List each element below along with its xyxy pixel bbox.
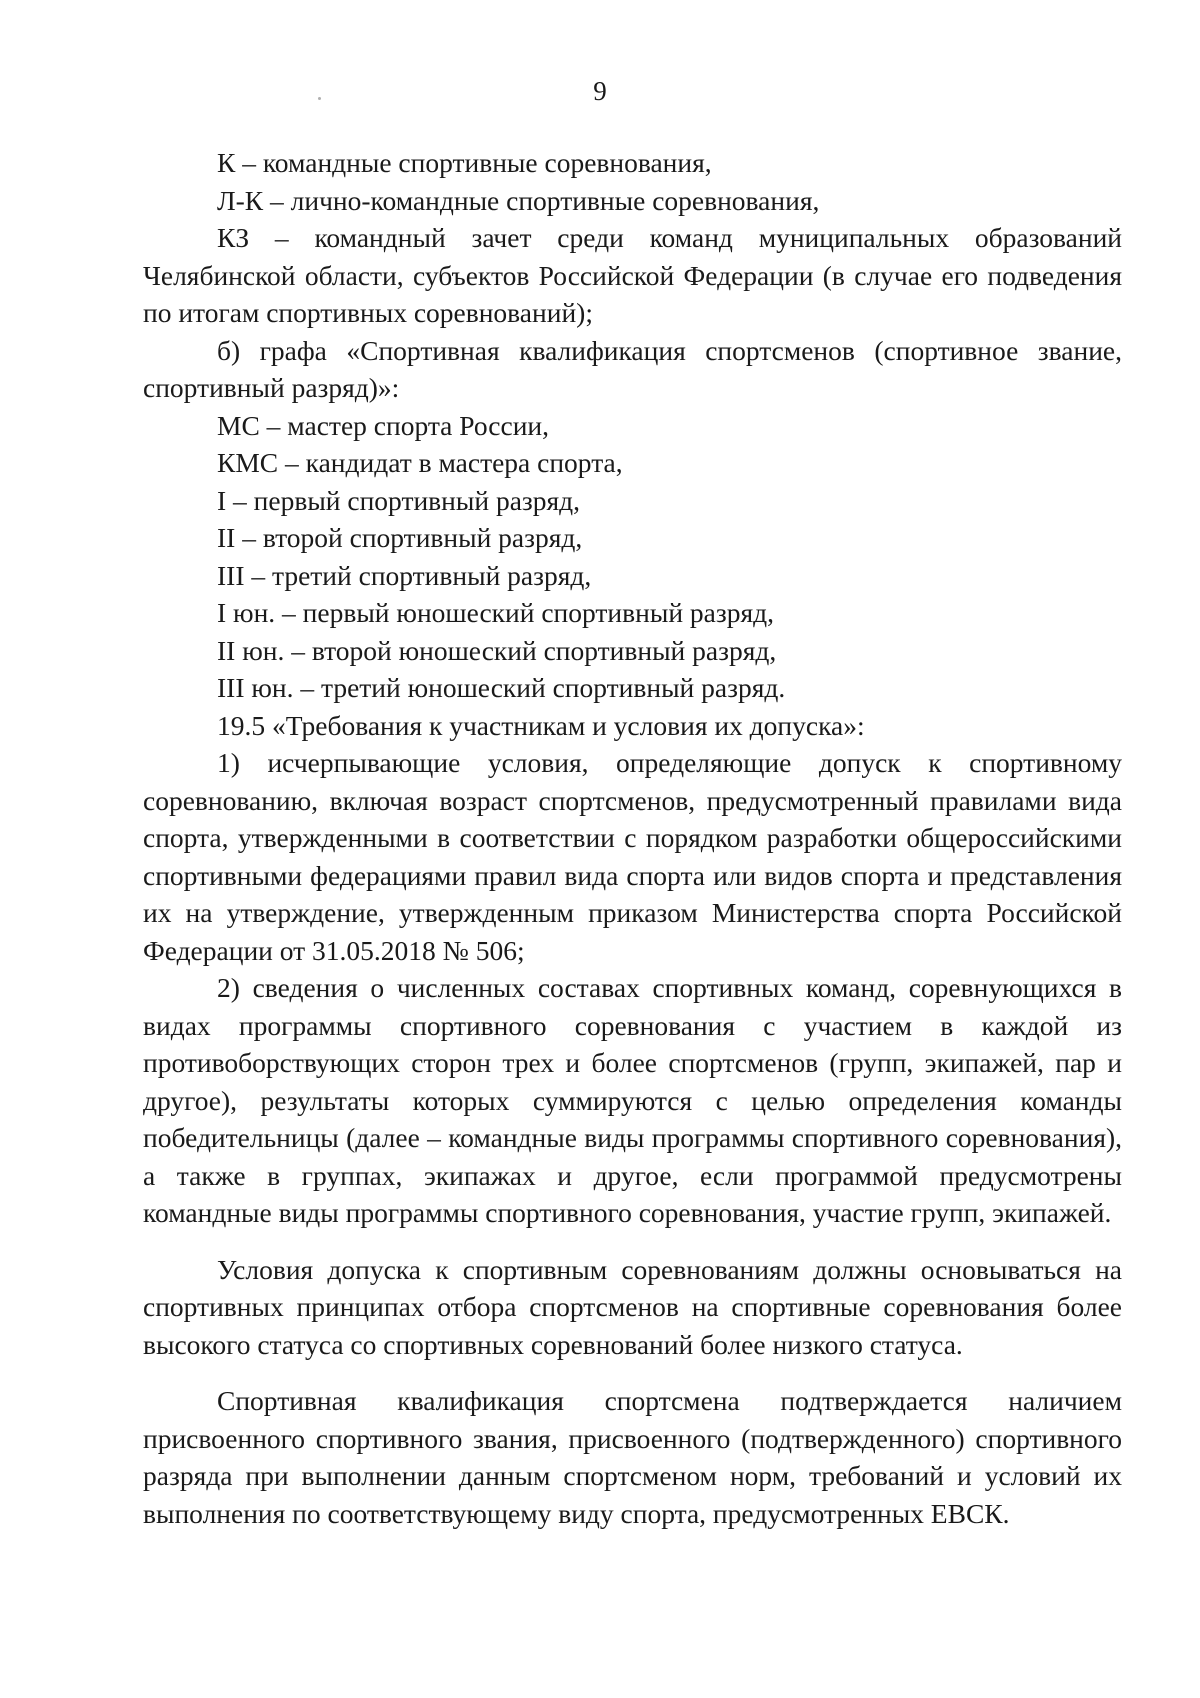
- paragraph: I – первый спортивный разряд,: [217, 484, 581, 516]
- paragraph: МС – мастер спорта России,: [217, 409, 550, 441]
- document-body: [143, 144, 1122, 1532]
- paragraph: III юн. – третий юношеский спортивный разряд.: [217, 672, 786, 703]
- paragraph: б) графа «Спортивная квалификация спортсменов (спортивное звание, спортивный разряд)»:: [143, 334, 1122, 403]
- paragraph: КМС – кандидат в мастера спорта,: [217, 447, 623, 478]
- paragraph: III – третий спортивный разряд,: [217, 559, 592, 591]
- paragraph: 19.5 «Требования к участникам и условия их допуска»:: [217, 709, 865, 741]
- paragraph: II юн. – второй юношеский спортивный разряд,: [217, 634, 777, 666]
- paragraph: К – командные спортивные соревнования,: [217, 147, 712, 178]
- paragraph: КЗ – командный зачет среди команд муниципальных образований Челябинской области, субъектов Российской Федерации (в случае его подведения по итогам спортивных соревнований);: [143, 222, 1122, 328]
- page-number: 9: [593, 76, 607, 106]
- paragraph: 1) исчерпывающие условия, определяющие допуск к спортивному соревнованию, включая возраст спортсменов, предусмотренный правилами вида спорта, утвержденными в соответствии с порядком разработки общероссийскими спортивными федерациями правил вида спорта или видов спорта и представления их на утверждение, утвержденным приказом Министерства спорта Российской Федерации от 31.05.2018 № 506;: [143, 747, 1122, 966]
- paragraph: I юн. – первый юношеский спортивный разряд,: [217, 597, 774, 628]
- paragraph: 2) сведения о численных составах спортивных команд, соревнующихся в видах программы спортивного соревнования с участием в каждой из противоборствующих сторон трех и более спортсменов (групп, экипажей, пар и другое), результаты которых суммируются с целью определения команды победительницы (далее – командные виды программы спортивного соревнования), а также в группах, экипажах и другое, если программой предусмотрены командные виды программы спортивного соревнования, участие групп, экипажей.: [143, 972, 1122, 1228]
- paragraph: II – второй спортивный разряд,: [217, 522, 583, 553]
- paragraph: Л-К – лично-командные спортивные соревнования,: [217, 184, 820, 216]
- paragraph: Спортивная квалификация спортсмена подтверждается наличием присвоенного спортивного звания, присвоенного (подтвержденного) спортивного разряда при выполнении данным спортсменом норм, требований и условий их выполнения по соответствующему виду спорта, предусмотренных ЕВСК.: [143, 1385, 1122, 1529]
- paragraph: Условия допуска к спортивным соревнованиям должны основываться на спортивных принципах отбора спортсменов на спортивные соревнования более высокого статуса со спортивных соревнований более низкого статуса.: [143, 1253, 1122, 1360]
